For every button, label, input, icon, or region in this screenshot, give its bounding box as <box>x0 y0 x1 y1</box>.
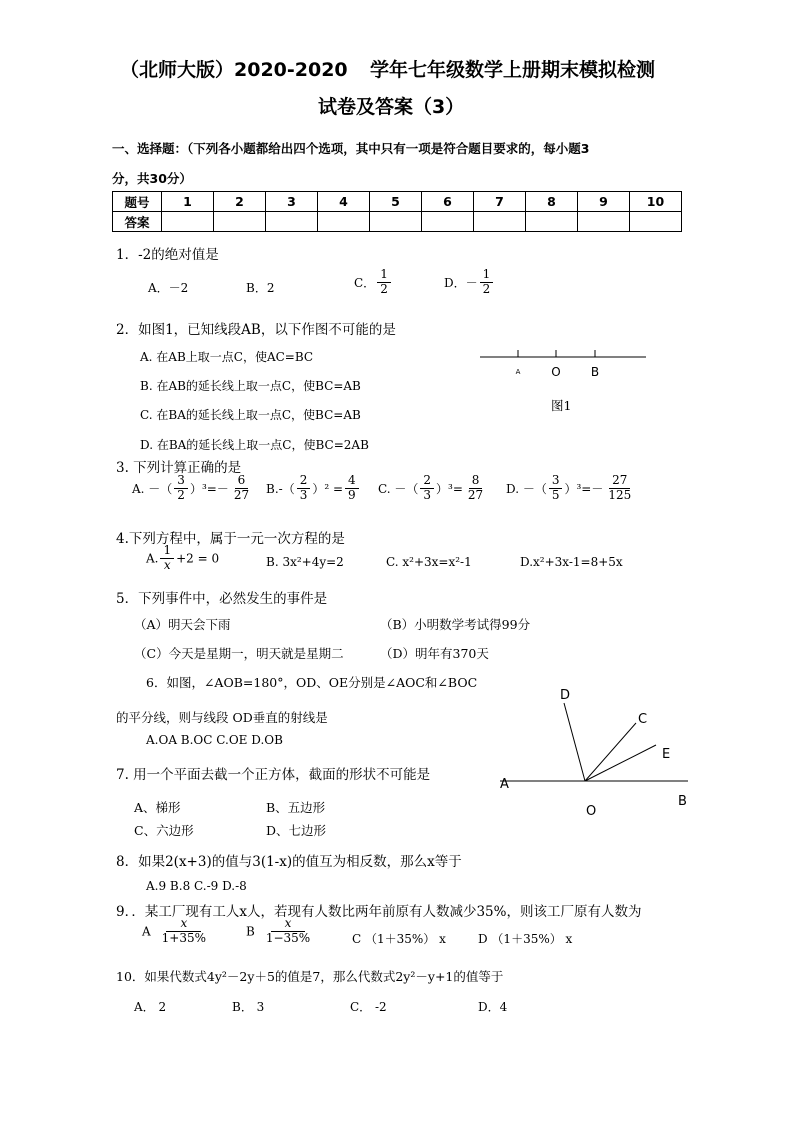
q4-a-rest: +2 = 0 <box>176 551 220 566</box>
ray-od <box>564 703 585 781</box>
question-5-option-d: （D）明年有370天 <box>380 646 489 661</box>
q3-d-mid: ）³=－ <box>564 481 604 496</box>
fraction-numerator: 8 <box>469 474 483 489</box>
q3-a-label: A. －（ <box>132 481 173 496</box>
answer-cell[interactable] <box>266 212 318 232</box>
question-4-stem: 4.下列方程中，属于一元一次方程的是 <box>116 531 345 547</box>
ray-oe <box>585 745 656 781</box>
question-2-option-d: D. 在BA的延长线上取一点C，使BC=2AB <box>140 438 369 452</box>
table-number-cell: 4 <box>318 192 370 212</box>
fraction-numerator: 1 <box>480 268 494 283</box>
question-2-option-b: B. 在AB的延长线上取一点C，使BC=AB <box>140 379 361 393</box>
table-number-cell: 2 <box>214 192 266 212</box>
question-9-stem: 9．．某工厂现有工人x人，若现有人数比两年前原有人数减少35%，则该工厂原有人数为 <box>116 904 642 920</box>
question-7-option-a: A、梯形 <box>134 800 181 815</box>
question-4-option-d: D.x²+3x-1=8+5x <box>520 555 623 569</box>
answer-table-answer-row <box>113 212 682 232</box>
answer-cell[interactable] <box>526 212 578 232</box>
q3-c-label: C. －（ <box>378 481 419 496</box>
answer-cell[interactable] <box>630 212 682 232</box>
answer-cell[interactable] <box>162 212 214 232</box>
figure-label-a: A <box>500 777 509 792</box>
fraction-denominator: 27 <box>467 487 484 502</box>
fraction-denominator: 2 <box>177 487 185 502</box>
question-6-options: A.OA B.OC C.OE D.OB <box>146 733 283 747</box>
question-2-option-a: A. 在AB上取一点C，使AC=BC <box>140 350 314 364</box>
question-8-options: A.9 B.8 C.-9 D.-8 <box>146 879 247 893</box>
fraction-numerator: 2 <box>297 474 311 489</box>
question-9-option-a <box>142 917 211 946</box>
q3-a-mid: ）³=－ <box>189 481 229 496</box>
fraction-denominator: x <box>163 557 171 572</box>
fraction-numerator: x <box>271 917 306 932</box>
question-2-option-c: C. 在BA的延长线上取一点C，使BC=AB <box>140 408 361 422</box>
answer-cell[interactable] <box>318 212 370 232</box>
table-number-cell: 6 <box>422 192 474 212</box>
question-3-option-a <box>132 474 254 503</box>
figure-angle-rays <box>500 685 710 825</box>
fraction-denominator: 1−35% <box>265 930 311 945</box>
figure-1-label-o: O <box>551 365 561 379</box>
q9-a-label: A <box>142 924 151 939</box>
title-line1-part1: （北师大版）2020-2020 <box>120 59 348 81</box>
fraction-numerator: 27 <box>609 474 630 489</box>
q3-b-mid: ）² = <box>312 481 344 496</box>
question-6-stem-1: 6．如图，∠AOB=180°，OD、OE分别是∠AOC和∠BOC <box>146 675 478 690</box>
question-6-stem-2: 的平分线，则与线段 OD垂直的射线是 <box>116 710 328 725</box>
q9-b-label: B <box>246 924 255 939</box>
ray-oc <box>585 723 636 781</box>
figure-1-label-b: B <box>590 365 600 379</box>
question-5-option-c: （C）今天是星期一，明天就是星期二 <box>134 646 344 661</box>
table-number-cell: 10 <box>630 192 682 212</box>
question-1-option-d-label: D．－ <box>444 275 478 290</box>
question-7-option-d: D、七边形 <box>266 823 327 838</box>
answer-cell[interactable] <box>422 212 474 232</box>
question-1-option-c-label: C． <box>354 275 376 290</box>
question-5-stem: 5．下列事件中，必然发生的事件是 <box>116 591 328 607</box>
figure-label-b: B <box>678 794 687 809</box>
table-number-cell: 8 <box>526 192 578 212</box>
question-10-stem: 10．如果代数式4y²－2y＋5的值是7，那么代数式2y²－y+1的值等于 <box>116 969 504 984</box>
figure-1-caption: 图1 <box>551 398 572 413</box>
answer-table <box>112 191 682 232</box>
fraction-denominator: 1+35% <box>161 930 207 945</box>
fraction-numerator: 1 <box>160 544 174 559</box>
figure-label-o: O <box>586 804 597 819</box>
table-number-cell: 3 <box>266 192 318 212</box>
q3-c-mid: ）³= <box>436 481 463 496</box>
fraction-denominator: 3 <box>423 487 432 502</box>
figure-label-e: E <box>662 747 671 762</box>
question-3-stem: 3. 下列计算正确的是 <box>116 460 242 476</box>
question-1-stem: 1．-2的绝对值是 <box>116 247 219 263</box>
fraction-denominator: 2 <box>380 281 388 296</box>
q3-d-label: D. －（ <box>506 481 547 496</box>
question-1-option-b: B．2 <box>246 281 275 295</box>
figure-1-label-a: A <box>515 368 521 376</box>
fraction-numerator: 2 <box>420 474 434 489</box>
question-9-option-b <box>246 917 315 946</box>
table-answer-label: 答案 <box>113 212 162 232</box>
section-instruction-2: 分，共30分） <box>112 171 192 186</box>
question-9-option-d: D （1＋35%） x <box>478 932 573 946</box>
table-header-label: 题号 <box>113 192 162 212</box>
fraction-denominator: 27 <box>233 487 250 502</box>
question-5-option-b: （B）小明数学考试得99分 <box>380 617 531 632</box>
question-7-option-c: C、六边形 <box>134 823 194 838</box>
fraction-numerator: 4 <box>345 474 359 489</box>
question-2-stem: 2．如图1，已知线段AB，以下作图不可能的是 <box>116 322 396 338</box>
fraction-denominator: 3 <box>299 487 308 502</box>
question-3-option-c <box>378 474 488 503</box>
question-3-option-d <box>506 474 636 503</box>
fraction-numerator: 6 <box>235 474 249 489</box>
question-1-option-c <box>354 268 393 297</box>
fraction-denominator: 2 <box>482 281 491 296</box>
fraction-denominator: 125 <box>608 487 632 502</box>
question-4-option-b: B. 3x²+4y=2 <box>266 555 344 569</box>
figure-label-d: D <box>560 688 571 703</box>
fraction-numerator: 3 <box>174 474 188 489</box>
answer-cell[interactable] <box>578 212 630 232</box>
title-line2: 试卷及答案（3） <box>318 96 465 118</box>
question-10-option-d: D．4 <box>478 1000 508 1014</box>
fraction-numerator: 3 <box>549 474 563 489</box>
table-number-cell: 5 <box>370 192 422 212</box>
answer-cell[interactable] <box>474 212 526 232</box>
question-4-option-c: C. x²+3x=x²-1 <box>386 555 472 569</box>
question-1-option-d <box>444 268 495 297</box>
table-number-cell: 7 <box>474 192 526 212</box>
answer-cell[interactable] <box>214 212 266 232</box>
question-9-option-c: C （1＋35%） x <box>352 932 446 946</box>
fraction-denominator: 9 <box>348 487 356 502</box>
question-4-option-a <box>146 544 219 573</box>
question-10-option-b: B． 3 <box>232 1000 265 1014</box>
section-instruction-1: 一、选择题：（下列各小题都给出四个选项，其中只有一项是符合题目要求的，每小题3 <box>112 141 590 156</box>
question-1-option-a: A．－2 <box>148 281 189 295</box>
question-3-option-b <box>266 474 361 503</box>
fraction-numerator: 1 <box>377 268 391 283</box>
q4-a-label: A. <box>146 551 159 566</box>
question-10-option-a: A． 2 <box>134 1000 167 1014</box>
q3-b-label: B.-（ <box>266 481 295 496</box>
question-7-option-b: B、五边形 <box>266 800 326 815</box>
question-5-option-a: （A）明天会下雨 <box>134 617 231 632</box>
answer-cell[interactable] <box>370 212 422 232</box>
fraction-numerator: x <box>166 917 201 932</box>
question-8-stem: 8．如果2(x+3)的值与3(1-x)的值互为相反数，那么x等于 <box>116 854 462 870</box>
question-10-option-c: C． -2 <box>350 1000 387 1014</box>
figure-label-c: C <box>638 712 648 727</box>
table-number-cell: 9 <box>578 192 630 212</box>
question-7-stem: 7. 用一个平面去截一个正方体，截面的形状不可能是 <box>116 767 431 783</box>
table-number-cell: 1 <box>162 192 214 212</box>
fraction-denominator: 5 <box>551 487 560 502</box>
answer-table-header-row <box>113 192 682 212</box>
title-line1-part2: 学年七年级数学上册期末模拟检测 <box>370 59 656 81</box>
